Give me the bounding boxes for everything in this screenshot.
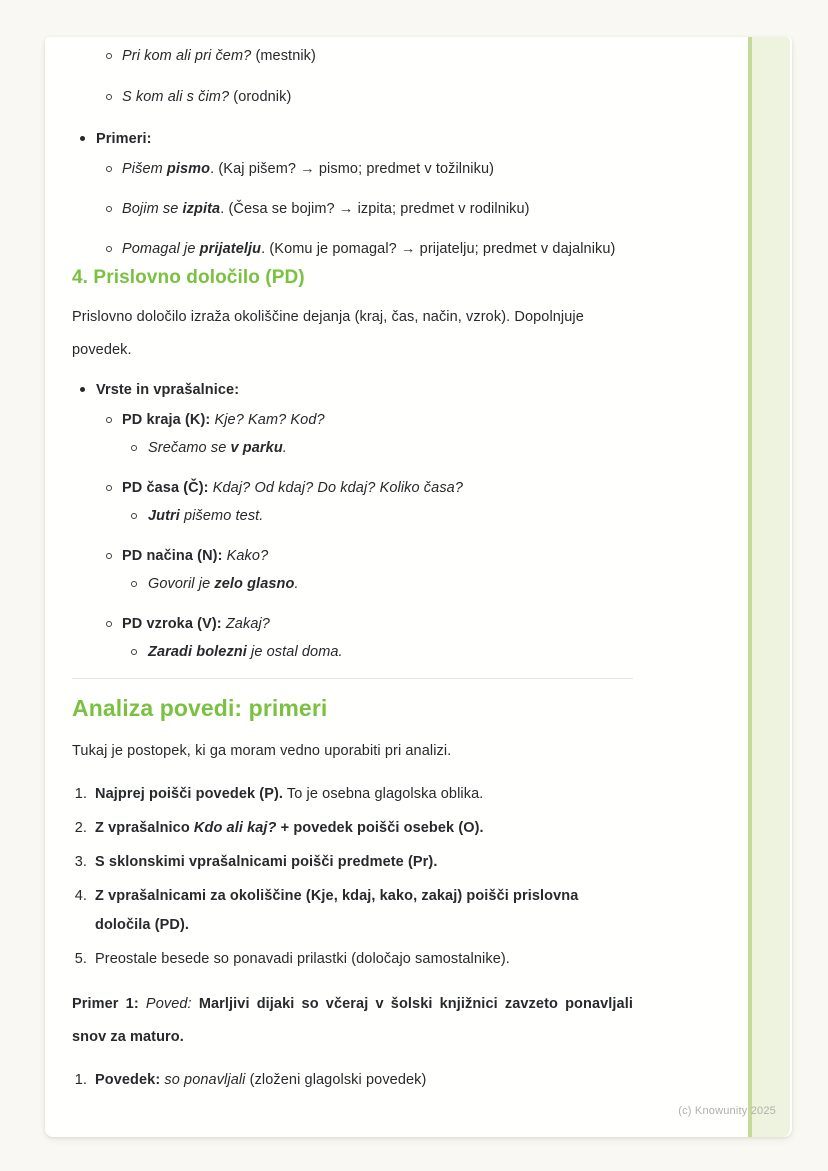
pd-type-questions: Kdaj? Od kdaj? Do kdaj? Koliko časa?	[212, 480, 463, 496]
examples-label-item	[72, 125, 633, 153]
case-name-text: (orodnik)	[229, 89, 292, 105]
types-label: Vrste in vprašalnice:	[96, 382, 240, 398]
pd-type-example-item	[72, 434, 633, 462]
circle-bullet-icon	[106, 206, 112, 212]
step-bold-text: + povedek poišči osebek (O).	[276, 820, 484, 836]
section-pd-intro: Prislovno določilo izraža okoliščine dejanja (kraj, čas, način, vzrok). Dopolnjuje povedek.	[72, 309, 584, 358]
example-lead: Pomagal je	[122, 241, 200, 257]
pd-type-example-item	[72, 638, 633, 666]
step-number: 4.	[74, 888, 87, 904]
pd-type-name: PD kraja (K):	[122, 412, 215, 428]
section-heading-analysis: Analiza povedi: primeri	[72, 695, 328, 721]
pd-example-lead: Govoril je	[148, 576, 215, 592]
example1-step	[72, 1066, 633, 1095]
section-heading-pd: 4. Prislovno določilo (PD)	[72, 267, 305, 288]
analysis-step	[72, 848, 633, 877]
step-italic-text: so ponavljali	[164, 1072, 246, 1088]
circle-bullet-icon	[106, 166, 112, 172]
step-bold-text: S sklonskimi vprašalnicami poišči predmete (Pr).	[95, 854, 438, 870]
circle-bullet-icon	[106, 553, 112, 559]
pd-example-rest: .	[282, 440, 287, 456]
section-divider	[72, 678, 633, 679]
pd-type-questions: Kje? Kam? Kod?	[214, 412, 325, 428]
step-bold-text: Povedek:	[95, 1072, 165, 1088]
step-bold-text: Najprej poišči povedek (P).	[95, 786, 284, 802]
example-explanation: . (Kaj pišem? → pismo; predmet v tožilniku)	[210, 161, 495, 177]
analysis-intro: Tukaj je postopek, ki ga moram vedno uporabiti pri analizi.	[72, 743, 452, 759]
circle-bullet-icon	[106, 485, 112, 491]
pd-example-lead: Srečamo se	[148, 440, 231, 456]
step-number: 5.	[74, 951, 87, 967]
step-bold-text: Z vprašalnicami za okoliščine (Kje, kdaj, kako, zakaj) poišči prislovna določila (PD).	[95, 888, 579, 933]
example-explanation: . (Česa se bojim? → izpita; predmet v rodilniku)	[220, 201, 530, 217]
example-item	[72, 235, 633, 263]
analysis-step	[72, 814, 633, 843]
example-keyword: izpita	[182, 201, 221, 217]
step-regular-text: To je osebna glagolska oblika.	[283, 786, 484, 802]
example1-poved-label: Poved:	[145, 996, 199, 1012]
pd-type-item	[72, 406, 633, 434]
analysis-step	[72, 945, 633, 974]
case-question-text: S kom ali s čim?	[122, 89, 230, 105]
circle-bullet-icon	[131, 513, 137, 519]
pd-example-keyword: Zaradi bolezni	[148, 644, 247, 660]
example-keyword: pismo	[166, 161, 211, 177]
example-item	[72, 195, 633, 223]
types-label-item	[72, 376, 633, 404]
step-number: 1.	[74, 1072, 87, 1088]
step-number: 3.	[74, 854, 87, 870]
pd-type-example-item	[72, 570, 633, 598]
pd-example-rest: je ostal doma.	[246, 644, 343, 660]
pd-example-rest: .	[294, 576, 299, 592]
pd-example-keyword: Jutri	[148, 508, 180, 524]
pd-type-example-item	[72, 502, 633, 530]
circle-bullet-icon	[106, 94, 112, 100]
circle-bullet-icon	[131, 445, 137, 451]
circle-bullet-icon	[106, 53, 112, 59]
pd-type-item	[72, 610, 633, 638]
pd-type-item	[72, 542, 633, 570]
page-content	[72, 42, 633, 1095]
pd-type-name: PD vzroka (V):	[122, 616, 226, 632]
pd-type-name: PD načina (N):	[122, 548, 227, 564]
pd-example-rest: pišemo test.	[179, 508, 264, 524]
step-italic-text: Kdo ali kaj?	[193, 820, 277, 836]
circle-bullet-icon	[106, 246, 112, 252]
examples-label: Primeri:	[96, 131, 152, 147]
step-number: 2.	[74, 820, 87, 836]
step-regular-text: (zloženi glagolski povedek)	[245, 1072, 427, 1088]
case-question-item	[72, 42, 633, 70]
disc-bullet-icon	[80, 387, 85, 392]
example1-sentence: Marljivi dijaki so včeraj v šolski knjižnici zavzeto ponavljali snov za maturo.	[72, 996, 633, 1045]
example1-paragraph	[72, 988, 633, 1054]
case-question-text: Pri kom ali pri čem?	[122, 48, 252, 64]
pd-type-name: PD časa (Č):	[122, 480, 213, 496]
pd-type-item	[72, 474, 633, 502]
circle-bullet-icon	[131, 649, 137, 655]
example-item	[72, 155, 633, 183]
example-explanation: . (Komu je pomagal? → prijatelju; predmet v dajalniku)	[261, 241, 616, 257]
green-accent-band	[748, 37, 790, 1137]
pd-type-questions: Zakaj?	[225, 616, 270, 632]
pd-type-questions: Kako?	[226, 548, 269, 564]
example-keyword: prijatelju	[199, 241, 262, 257]
pd-example-keyword: v parku	[230, 440, 283, 456]
document-page	[45, 37, 792, 1137]
circle-bullet-icon	[106, 417, 112, 423]
disc-bullet-icon	[80, 136, 85, 141]
step-bold-text: Z vprašalnico	[95, 820, 194, 836]
pd-example-keyword: zelo glasno	[214, 576, 295, 592]
case-question-item	[72, 83, 633, 111]
case-name-text: (mestnik)	[251, 48, 316, 64]
example1-label: Primer 1:	[72, 996, 146, 1012]
analysis-step	[72, 882, 633, 940]
example-lead: Pišem	[122, 161, 167, 177]
example-lead: Bojim se	[122, 201, 183, 217]
circle-bullet-icon	[131, 581, 137, 587]
analysis-step	[72, 780, 633, 809]
step-regular-text: Preostale besede so ponavadi prilastki (določajo samostalnike).	[95, 951, 510, 967]
circle-bullet-icon	[106, 621, 112, 627]
step-number: 1.	[74, 786, 87, 802]
copyright-watermark: (c) Knowunity 2025	[678, 1105, 776, 1117]
